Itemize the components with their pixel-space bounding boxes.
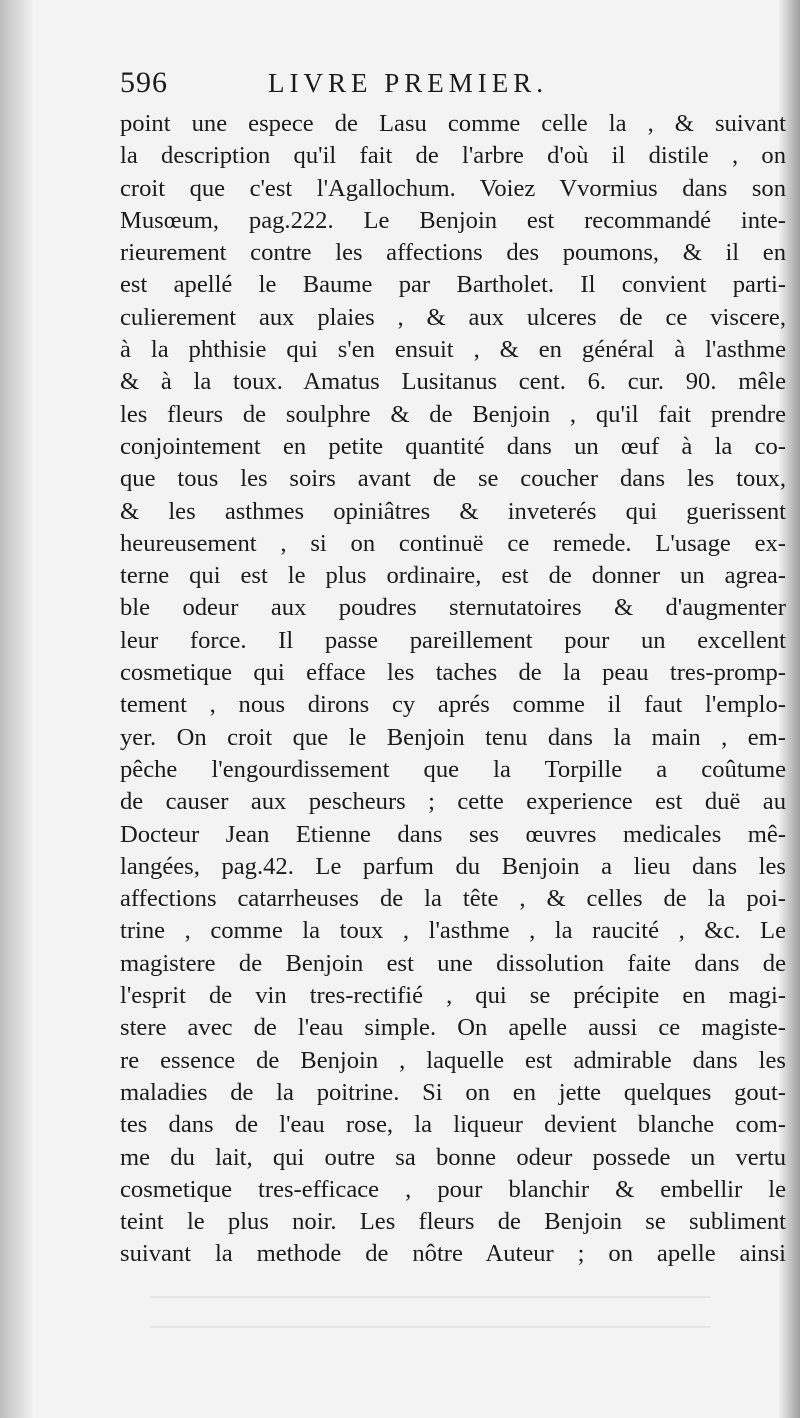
text-line: croit que c'est l'Agallochum. Voiez Vvormius dans son bbox=[120, 174, 786, 202]
page-number: 596 bbox=[120, 66, 168, 99]
page-header bbox=[120, 66, 620, 106]
text-line: que tous les soirs avant de se coucher dans les toux, bbox=[120, 465, 786, 493]
text-line: me du lait, qui outre sa bonne odeur possede un vertu bbox=[120, 1143, 786, 1171]
text-line: de causer aux pescheurs ; cette experience est duë au bbox=[120, 788, 786, 816]
text-line: rieurement contre les affections des poumons, & il en bbox=[120, 239, 786, 267]
text-line: teint le plus noir. Les fleurs de Benjoin se subliment bbox=[120, 1208, 786, 1236]
text-line: suivant la methode de nôtre Auteur ; on apelle ainsi bbox=[120, 1240, 786, 1268]
text-line: pêche l'engourdissement que la Torpille a coûtume bbox=[120, 755, 786, 783]
text-line: ble odeur aux poudres sternutatoires & d'augmenter bbox=[120, 594, 786, 622]
text-line: culierement aux plaies , & aux ulceres de ce viscere, bbox=[120, 303, 786, 331]
text-line: re essence de Benjoin , laquelle est admirable dans les bbox=[120, 1046, 786, 1074]
text-line: langées, pag.42. Le parfum du Benjoin a lieu dans les bbox=[120, 852, 786, 880]
text-line: Docteur Jean Etienne dans ses œuvres medicales mê- bbox=[120, 820, 786, 848]
text-line: les fleurs de soulphre & de Benjoin , qu'il fait prendre bbox=[120, 400, 786, 428]
page-gutter-shadow bbox=[0, 0, 34, 1418]
text-line: magistere de Benjoin est une dissolution faite dans de bbox=[120, 949, 786, 977]
show-through-bleed bbox=[150, 1296, 710, 1356]
body-text bbox=[120, 108, 786, 1271]
text-line: est apellé le Baume par Bartholet. Il convient parti- bbox=[120, 271, 786, 299]
text-line: & à la toux. Amatus Lusitanus cent. 6. cur. 90. mêle bbox=[120, 368, 786, 396]
text-line: & les asthmes opiniâtres & inveterés qui guerissent bbox=[120, 497, 786, 525]
text-line: tement , nous dirons cy aprés comme il faut l'emplo- bbox=[120, 691, 786, 719]
text-line: cosmetique qui efface les taches de la peau tres-promp- bbox=[120, 659, 786, 687]
text-line: à la phthisie qui s'en ensuit , & en général à l'asthme bbox=[120, 336, 786, 364]
running-title: LIVRE PREMIER. bbox=[268, 68, 549, 98]
text-line: heureusement , si on continuë ce remede. L'usage ex- bbox=[120, 529, 786, 557]
text-line: stere avec de l'eau simple. On apelle aussi ce magiste- bbox=[120, 1014, 786, 1042]
text-line: point une espece de Lasu comme celle la , & suivant bbox=[120, 110, 786, 137]
text-line: yer. On croit que le Benjoin tenu dans la main , em- bbox=[120, 723, 786, 751]
text-line: la description qu'il fait de l'arbre d'où il distile , on bbox=[120, 142, 786, 170]
text-line: terne qui est le plus ordinaire, est de donner un agrea- bbox=[120, 562, 786, 590]
text-line: trine , comme la toux , l'asthme , la raucité , &c. Le bbox=[120, 917, 786, 945]
text-line: conjointement en petite quantité dans un œuf à la co- bbox=[120, 432, 786, 460]
text-line: Musœum, pag.222. Le Benjoin est recommandé inte- bbox=[120, 206, 786, 234]
text-line: tes dans de l'eau rose, la liqueur devient blanche com- bbox=[120, 1111, 786, 1139]
text-line: affections catarrheuses de la tête , & celles de la poi- bbox=[120, 885, 786, 913]
text-line: l'esprit de vin tres-rectifié , qui se précipite en magi- bbox=[120, 982, 786, 1010]
text-line: leur force. Il passe pareillement pour un excellent bbox=[120, 626, 786, 654]
text-line: maladies de la poitrine. Si on en jette quelques gout- bbox=[120, 1078, 786, 1106]
text-line: cosmetique tres-efficace , pour blanchir & embellir le bbox=[120, 1175, 786, 1203]
